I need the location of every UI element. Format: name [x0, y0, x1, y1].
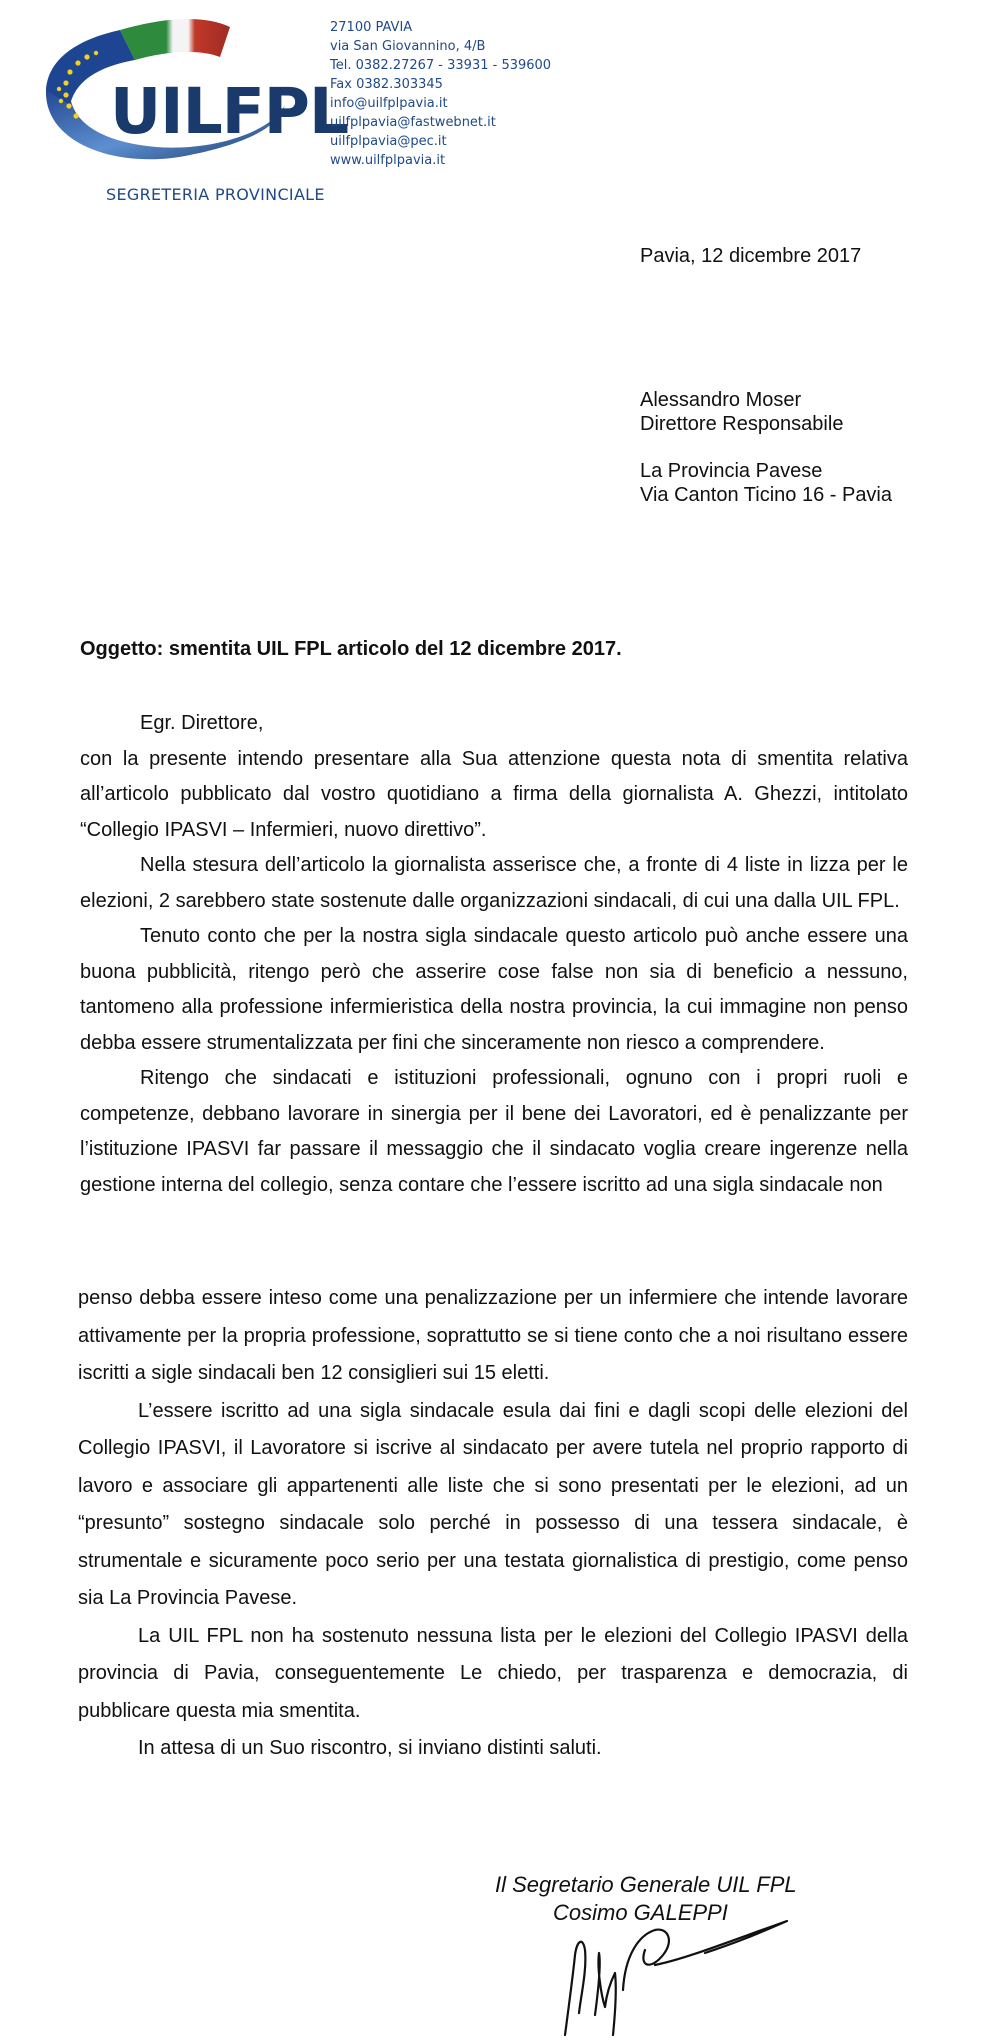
handwritten-signature — [555, 1895, 795, 2040]
contact-block — [330, 18, 551, 170]
body-paragraph: penso debba essere inteso come una penalizzazione per un infermiere che intende lavorare attivamente per la propria professione, soprattutto se si tiene conto che a noi risultano essere iscritti a sigle sindacali ben 12 consiglieri sui 15 eletti. — [78, 1287, 908, 1384]
contact-pec[interactable]: uilfplpavia@pec.it — [330, 134, 447, 149]
closing-line: In attesa di un Suo riscontro, si inviano distinti saluti. — [138, 1737, 602, 1759]
letter-body-part-2 — [78, 1280, 908, 1768]
contact-phone: Tel. 0382.27267 - 33931 - 539600 — [330, 58, 552, 73]
letter-subject: Oggetto: smentita UIL FPL articolo del 12 dicembre 2017. — [80, 638, 622, 660]
body-paragraph: La UIL FPL non ha sostenuto nessuna lista per le elezioni del Collegio IPASVI della provincia di Pavia, conseguentemente Le chiedo, per trasparenza e democrazia, di pubblicare questa mia smentita. — [78, 1624, 908, 1722]
letter-body-part-1 — [80, 706, 908, 1203]
body-paragraph: Tenuto conto che per la nostra sigla sindacale questo articolo può anche essere una buona pubblicità, ritengo però che asserire cose false non sia di beneficio a nessuno, tantomeno alla professione infermieristica della nostra provincia, la cui immagine non penso debba essere strumentalizzata per fini che sinceramente non riesco a comprendere. — [80, 925, 908, 1054]
contact-line: via San Giovannino, 4/B — [330, 39, 486, 54]
contact-line: 27100 PAVIA — [330, 20, 413, 35]
contact-fax: Fax 0382.303345 — [330, 77, 443, 92]
contact-email[interactable]: info@uilfplpavia.it — [330, 96, 448, 111]
recipient-organization: La Provincia Pavese — [640, 460, 823, 482]
signatory-name: Cosimo GALEPPI — [553, 1900, 728, 1925]
signatory-title: Il Segretario Generale UIL FPL — [495, 1872, 797, 1897]
body-paragraph: Ritengo che sindacati e istituzioni professionali, ognuno con i propri ruoli e competenze, debbano lavorare in sinergia per il bene dei Lavoratori, ed è penalizzante per l’istituzione IPASVI far passare il messaggio che il sindacato voglia creare ingerenze nella gestione interna del collegio, senza contare che l’essere iscritto ad una sigla sindacale non — [80, 1067, 908, 1196]
contact-email[interactable]: uilfplpavia@fastwebnet.it — [330, 115, 496, 130]
letter-date: Pavia, 12 dicembre 2017 — [640, 245, 862, 267]
body-paragraph: con la presente intendo presentare alla Sua attenzione questa nota di smentita relativa all’articolo pubblicato dal vostro quotidiano a firma della giornalista A. Ghezzi, intitolato “Collegio IPASVI – Infermieri, nuovo direttivo”. — [80, 747, 908, 841]
contact-website[interactable]: www.uilfplpavia.it — [330, 153, 446, 168]
logo-subtitle: SEGRETERIA PROVINCIALE — [106, 185, 325, 204]
recipient-block — [640, 388, 892, 507]
recipient-role: Direttore Responsabile — [640, 413, 844, 435]
salutation: Egr. Direttore, — [140, 712, 264, 734]
uilfpl-logo — [40, 5, 349, 204]
logo-wordmark: UILFPL — [110, 75, 349, 148]
recipient-name: Alessandro Moser — [640, 389, 802, 411]
recipient-address: Via Canton Ticino 16 - Pavia — [640, 484, 893, 506]
body-paragraph: Nella stesura dell’articolo la giornalista asserisce che, a fronte di 4 liste in lizza per le elezioni, 2 sarebbero state sostenute dalle organizzazioni sindacali, di cui una dalla UIL FPL. — [80, 854, 908, 912]
body-paragraph: L’essere iscritto ad una sigla sindacale esula dai fini e dagli scopi delle elezioni del Collegio IPASVI, il Lavoratore si iscrive al sindacato per avere tutela nel proprio rapporto di lavoro e associare gli appartenenti alle liste che si sono presentati per le elezioni, ad un “presunto” sostegno sindacale solo perché in possesso di una tessera sindacale, è strumentale e sicuramente poco serio per una testata giornalistica di prestigio, come penso sia La Provincia Pavese. — [78, 1399, 908, 1609]
